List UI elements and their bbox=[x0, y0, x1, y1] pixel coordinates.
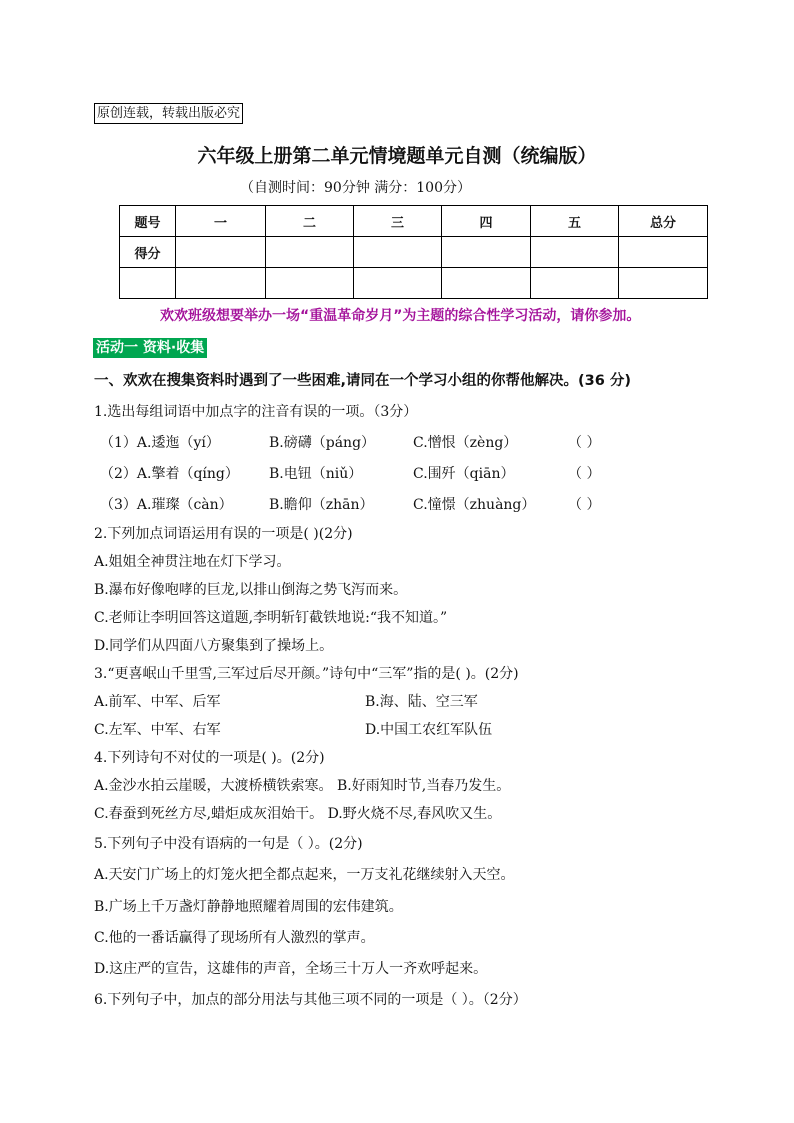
score-table-header-row bbox=[120, 206, 708, 237]
score-cell[interactable] bbox=[354, 237, 442, 268]
q3-option-d: D.中国工农红军队伍 bbox=[365, 722, 493, 738]
q5-option-d: D.这庄严的宣告，这雄伟的声音，全场三十万人一齐欢呼起来。 bbox=[94, 961, 488, 977]
table-header-cell: 总分 bbox=[619, 206, 708, 237]
score-cell[interactable] bbox=[266, 268, 354, 299]
q3-option-c: C.左军、中军、右军 bbox=[94, 722, 221, 738]
q1-row2-option-c: C.围歼（qiān） bbox=[413, 466, 515, 482]
table-header-cell: 三 bbox=[354, 206, 442, 237]
score-cell[interactable] bbox=[619, 237, 708, 268]
table-header-cell: 二 bbox=[266, 206, 354, 237]
score-cell[interactable] bbox=[176, 268, 266, 299]
question-5-stem: 5.下列句子中没有语病的一句是（ ）。(2分) bbox=[94, 836, 363, 852]
score-cell[interactable] bbox=[176, 237, 266, 268]
score-table-row bbox=[120, 268, 708, 299]
score-cell[interactable] bbox=[266, 237, 354, 268]
table-header-cell: 五 bbox=[531, 206, 619, 237]
q1-row1-option-c: C.憎恨（zèng） bbox=[413, 435, 518, 451]
q4-options-cd: C.春蚕到死丝方尽,蜡炬成灰泪始干。 D.野火烧不尽,春风吹又生。 bbox=[94, 806, 502, 822]
question-4-stem: 4.下列诗句不对仗的一项是( )。(2分) bbox=[94, 750, 325, 766]
q3-option-a: A.前军、中军、后军 bbox=[94, 694, 221, 710]
score-cell[interactable] bbox=[354, 268, 442, 299]
question-6-stem: 6.下列句子中，加点的部分用法与其他三项不同的一项是（ ）。（2分） bbox=[94, 992, 527, 1008]
q1-row3-option-c: C.憧憬（zhuàng） bbox=[413, 497, 536, 513]
q2-option-d: D.同学们从四面八方聚集到了操场上。 bbox=[94, 638, 334, 654]
score-cell[interactable] bbox=[531, 237, 619, 268]
score-cell[interactable] bbox=[442, 237, 531, 268]
table-header-cell: 四 bbox=[442, 206, 531, 237]
q3-option-b: B.海、陆、空三军 bbox=[365, 694, 478, 710]
page-title: 六年级上册第二单元情境题单元自测（统编版） bbox=[197, 145, 597, 167]
q5-option-c: C.他的一番话赢得了现场所有人激烈的掌声。 bbox=[94, 930, 375, 946]
q2-option-c: C.老师让李明回答这道题,李明斩钉截铁地说:“我不知道。” bbox=[94, 610, 448, 626]
q1-row2-answer-blank[interactable]: （ ） bbox=[568, 466, 601, 482]
table-header-cell: 一 bbox=[176, 206, 266, 237]
q4-options-ab: A.金沙水拍云崖暖，大渡桥横铁索寒。 B.好雨知时节,当春乃发生。 bbox=[94, 778, 511, 794]
score-cell[interactable] bbox=[442, 268, 531, 299]
activity-invitation: 欢欢班级想要举办一场“重温革命岁月”为主题的综合性学习活动，请你参加。 bbox=[160, 308, 641, 324]
activity-heading: 活动一 资料·收集 bbox=[93, 338, 207, 358]
q1-row3-option-a: （3）A.璀璨（càn） bbox=[100, 497, 233, 513]
score-cell[interactable] bbox=[531, 268, 619, 299]
score-cell[interactable] bbox=[619, 268, 708, 299]
test-info: （自测时间：90分钟 满分：100分） bbox=[240, 180, 471, 196]
q1-row2-option-b: B.电钮（niǔ） bbox=[269, 466, 363, 482]
q1-row3-option-b: B.瞻仰（zhān） bbox=[269, 497, 374, 513]
question-3-stem: 3.“更喜岷山千里雪,三军过后尽开颜。”诗句中“三军”指的是( )。(2分) bbox=[94, 666, 519, 682]
q2-option-a: A.姐姐全神贯注地在灯下学习。 bbox=[94, 554, 291, 570]
q5-option-b: B.广场上千万盏灯静静地照耀着周围的宏伟建筑。 bbox=[94, 899, 403, 915]
question-2-stem: 2.下列加点词语运用有误的一项是( )(2分) bbox=[94, 526, 353, 542]
score-table-row bbox=[120, 237, 708, 268]
q1-row1-option-b: B.磅礴（páng） bbox=[269, 435, 376, 451]
score-cell bbox=[120, 268, 176, 299]
q1-row1-option-a: （1）A.逶迤（yí） bbox=[100, 435, 220, 451]
q2-option-b: B.瀑布好像咆哮的巨龙,以排山倒海之势飞泻而来。 bbox=[94, 582, 408, 598]
copyright-notice: 原创连载，转载出版必究 bbox=[94, 103, 243, 124]
section-title: 一、欢欢在搜集资料时遇到了一些困难,请同在一个学习小组的你帮他解决。(36 分) bbox=[94, 373, 631, 389]
table-header-cell: 题号 bbox=[120, 206, 176, 237]
score-table bbox=[119, 205, 708, 299]
score-row-label: 得分 bbox=[120, 237, 176, 268]
q5-option-a: A.天安门广场上的灯笼火把全都点起来，一万支礼花继续射入天空。 bbox=[94, 867, 515, 883]
q1-row1-answer-blank[interactable]: （ ） bbox=[568, 435, 601, 451]
question-1-stem: 1.选出每组词语中加点字的注音有误的一项。（3分） bbox=[94, 404, 418, 420]
q1-row3-answer-blank[interactable]: （ ） bbox=[568, 497, 601, 513]
q1-row2-option-a: （2）A.擎着（qíng） bbox=[100, 466, 239, 482]
